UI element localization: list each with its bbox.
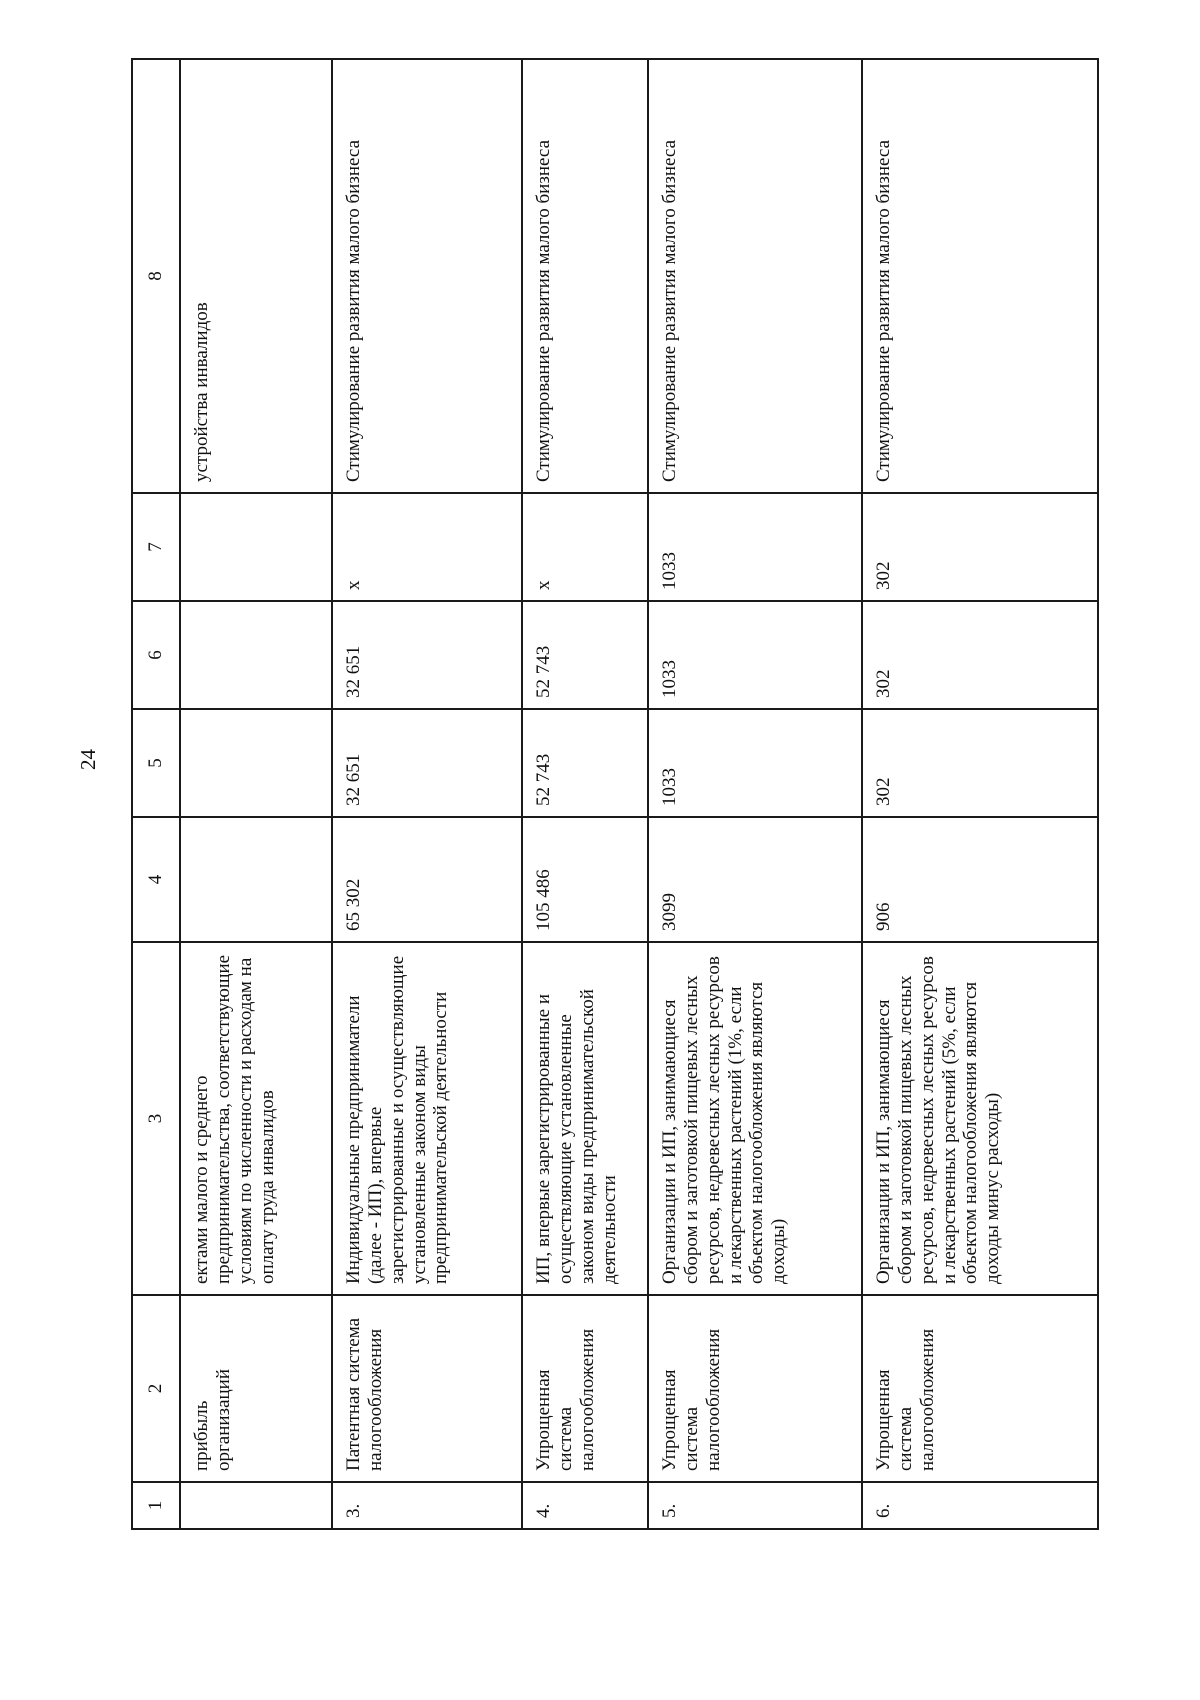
header-cell-5: 5 bbox=[132, 709, 180, 817]
table-row bbox=[332, 59, 522, 1529]
value-cell-col4: 3099 bbox=[648, 817, 862, 942]
goal-cell: устройства инвалидов bbox=[180, 59, 332, 493]
page-number: 24 bbox=[76, 749, 100, 770]
value-cell-col4: 105 486 bbox=[522, 817, 648, 942]
taxpayer-category-cell: Организации и ИП, занимающиеся сбором и заготовкой пищевых лесных ресурсов, недревесных лесных ресурсов и лекарственных растений (5%, если объектом налогообложения являются доходы минус расходы) bbox=[862, 942, 1098, 1295]
header-cell-2: 2 bbox=[132, 1295, 180, 1482]
value-cell-col6 bbox=[180, 601, 332, 709]
row-number: 4. bbox=[522, 1482, 648, 1529]
header-cell-6: 6 bbox=[132, 601, 180, 709]
value-cell-col5: 302 bbox=[862, 709, 1098, 817]
value-cell-col5: 1033 bbox=[648, 709, 862, 817]
taxpayer-category-cell: Организации и ИП, занимающиеся сбором и заготовкой пищевых лесных ресурсов, недревесных лесных ресурсов и лекарственных растений (1%, если объектом налогообложения являются доходы) bbox=[648, 942, 862, 1295]
value-cell-col5: 52 743 bbox=[522, 709, 648, 817]
value-cell-col4: 65 302 bbox=[332, 817, 522, 942]
row-number: 6. bbox=[862, 1482, 1098, 1529]
value-cell-col7: х bbox=[522, 493, 648, 601]
goal-cell: Стимулирование развития малого бизнеса bbox=[862, 59, 1098, 493]
table-row bbox=[862, 59, 1098, 1529]
value-cell-col7 bbox=[180, 493, 332, 601]
header-row bbox=[132, 59, 180, 1529]
header-cell-8: 8 bbox=[132, 59, 180, 493]
header-cell-7: 7 bbox=[132, 493, 180, 601]
taxpayer-category-cell: ИП, впервые зарегистрированные и осуществляющие установленные законом виды предпринимательской деятельности bbox=[522, 942, 648, 1295]
value-cell-col6: 302 bbox=[862, 601, 1098, 709]
table-row bbox=[522, 59, 648, 1529]
row-number: 5. bbox=[648, 1482, 862, 1529]
table-row bbox=[648, 59, 862, 1529]
header-cell-4: 4 bbox=[132, 817, 180, 942]
value-cell-col4: 906 bbox=[862, 817, 1098, 942]
taxpayer-category-cell: ектами малого и среднего предпринимательства, соответствующие условиям по численности и расходам на оплату труда инвалидов bbox=[180, 942, 332, 1295]
goal-cell: Стимулирование развития малого бизнеса bbox=[522, 59, 648, 493]
value-cell-col5 bbox=[180, 709, 332, 817]
value-cell-col7: х bbox=[332, 493, 522, 601]
value-cell-col5: 32 651 bbox=[332, 709, 522, 817]
row-number bbox=[180, 1482, 332, 1529]
tax-type-cell: Упрощенная система налогообложения bbox=[648, 1295, 862, 1482]
row-number: 3. bbox=[332, 1482, 522, 1529]
tax-type-cell: Упрощенная система налогообложения bbox=[862, 1295, 1098, 1482]
goal-cell: Стимулирование развития малого бизнеса bbox=[332, 59, 522, 493]
tax-type-cell: прибыль организаций bbox=[180, 1295, 332, 1482]
header-cell-1: 1 bbox=[132, 1482, 180, 1529]
header-cell-3: 3 bbox=[132, 942, 180, 1295]
value-cell-col7: 302 bbox=[862, 493, 1098, 601]
value-cell-col6: 32 651 bbox=[332, 601, 522, 709]
tax-type-cell: Патентная система налогообложения bbox=[332, 1295, 522, 1482]
tax-benefits-table bbox=[131, 58, 1099, 1530]
taxpayer-category-cell: Индивидуальные предприниматели (далее - ИП), впервые зарегистрированные и осуществляющие установленные законом виды предпринимательской деятельности bbox=[332, 942, 522, 1295]
value-cell-col4 bbox=[180, 817, 332, 942]
value-cell-col6: 1033 bbox=[648, 601, 862, 709]
value-cell-col6: 52 743 bbox=[522, 601, 648, 709]
tax-type-cell: Упрощенная система налогообложения bbox=[522, 1295, 648, 1482]
goal-cell: Стимулирование развития малого бизнеса bbox=[648, 59, 862, 493]
value-cell-col7: 1033 bbox=[648, 493, 862, 601]
rotated-table-wrapper bbox=[131, 60, 1097, 1530]
table-row bbox=[180, 59, 332, 1529]
